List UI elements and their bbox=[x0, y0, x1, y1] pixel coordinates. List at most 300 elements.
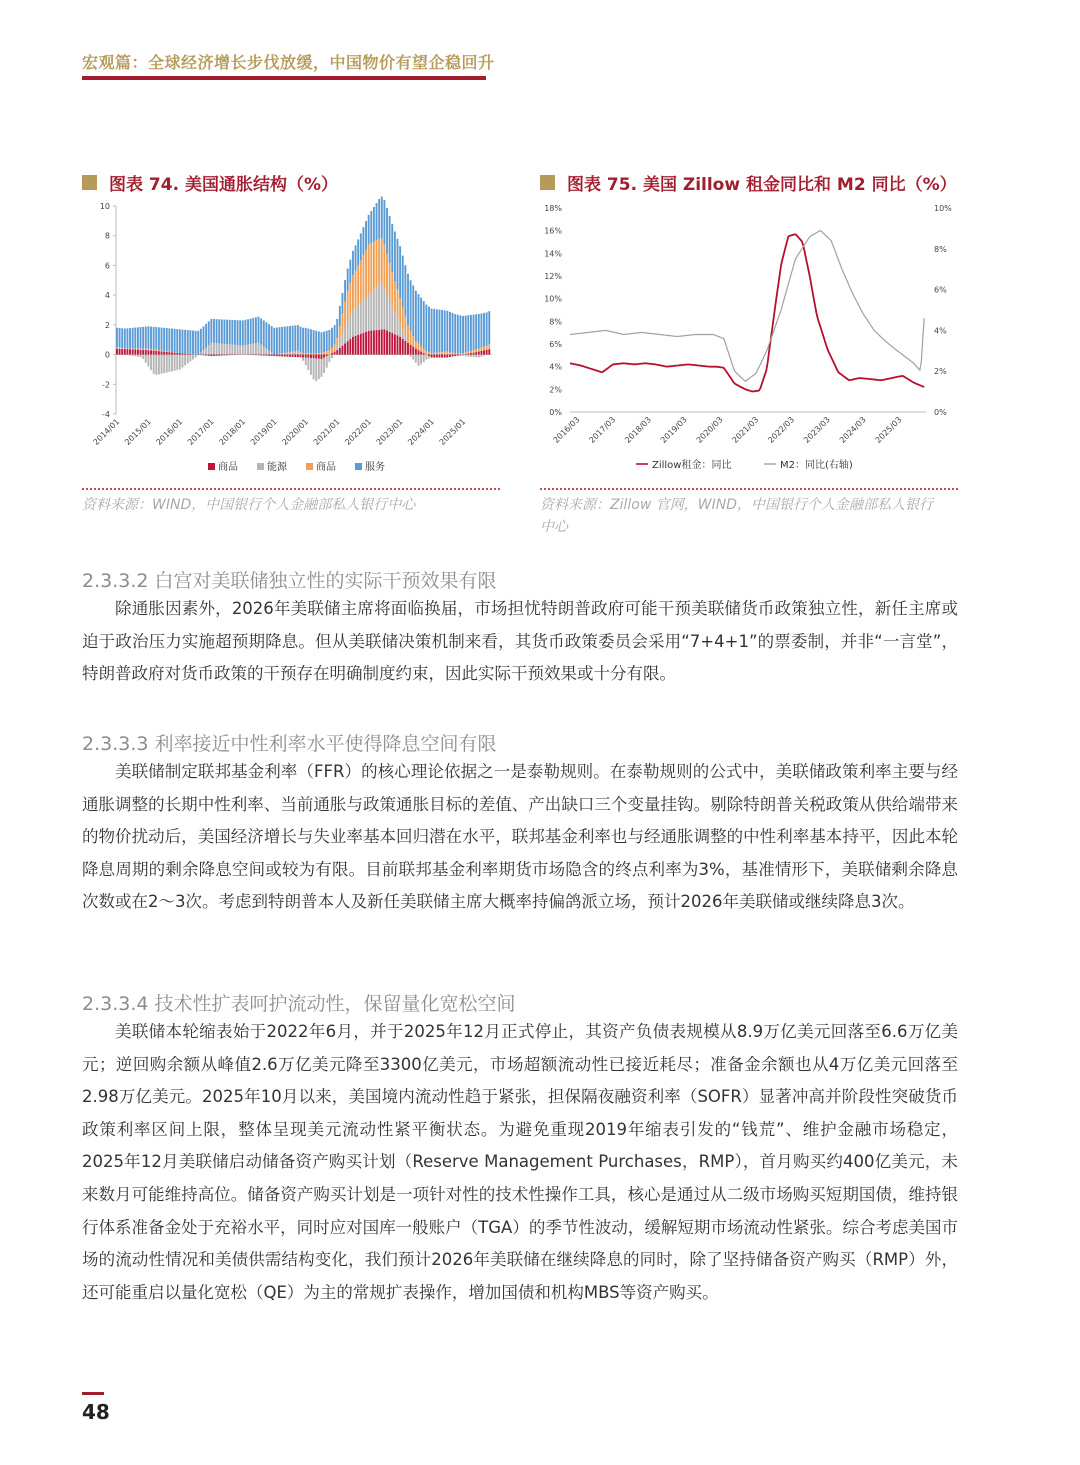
bar-segment-0 bbox=[326, 355, 328, 356]
bar-segment-3 bbox=[323, 332, 325, 353]
bar-segment-0 bbox=[307, 355, 309, 358]
bar-segment-3 bbox=[446, 311, 448, 352]
bar-segment-0 bbox=[323, 355, 325, 358]
bar-segment-0 bbox=[119, 349, 121, 355]
bar-segment-0 bbox=[352, 337, 354, 355]
bar-segment-3 bbox=[150, 327, 152, 349]
bar-segment-0 bbox=[260, 355, 262, 356]
bar-segment-3 bbox=[229, 320, 231, 345]
bar-segment-3 bbox=[355, 245, 357, 270]
y-left-tick-label: 2% bbox=[549, 385, 562, 395]
bar-segment-3 bbox=[273, 328, 275, 355]
bar-segment-1 bbox=[166, 355, 168, 373]
bar-segment-3 bbox=[457, 315, 459, 353]
section-heading: 2.3.3.3 利率接近中性利率水平使得降息空间有限 bbox=[82, 733, 497, 755]
y-right-tick-label: 0% bbox=[934, 408, 947, 417]
section-body: 除通胀因素外，2026年美联储主席将面临换届，市场担忧特朗普政府可能干预美联储货币政策独立性，新任主席或迫于政治压力实施超预期降息。但从美联储决策机制来看，其货币政策委员会采用“7+4+1”的票委制，并非“一言堂”，特朗普政府对货币政策的干预存在明确制度约束，因此实际干预效果或十分有限。 bbox=[82, 599, 958, 684]
bar-segment-1 bbox=[213, 343, 215, 355]
bar-segment-0 bbox=[318, 355, 320, 359]
bar-segment-1 bbox=[195, 355, 197, 358]
bar-segment-2 bbox=[161, 350, 163, 351]
bar-segment-3 bbox=[224, 320, 226, 344]
bar-segment-1 bbox=[132, 355, 134, 356]
bar-segment-3 bbox=[192, 331, 194, 355]
bar-segment-2 bbox=[420, 346, 422, 351]
bar-segment-0 bbox=[184, 354, 186, 355]
bar-segment-2 bbox=[402, 307, 404, 329]
bar-segment-1 bbox=[116, 347, 118, 348]
y-right-tick-label: 8% bbox=[934, 244, 947, 254]
figure75-source-line1: 资料来源：Zillow 官网，WIND，中国银行个人金融部私人银行 bbox=[540, 497, 933, 513]
bar-segment-2 bbox=[389, 263, 391, 300]
x-tick-label: 2019/03 bbox=[658, 415, 689, 445]
bar-segment-1 bbox=[286, 353, 288, 355]
bar-segment-1 bbox=[415, 355, 417, 363]
bar-segment-3 bbox=[234, 320, 236, 345]
bar-segment-0 bbox=[410, 345, 412, 355]
bar-segment-2 bbox=[370, 243, 372, 292]
bar-segment-3 bbox=[145, 327, 147, 349]
legend-swatch bbox=[355, 463, 362, 470]
bar-segment-0 bbox=[300, 355, 302, 358]
bar-segment-3 bbox=[407, 274, 409, 325]
bar-segment-0 bbox=[373, 330, 375, 354]
bar-segment-1 bbox=[192, 355, 194, 360]
bar-segment-1 bbox=[465, 355, 467, 357]
bar-segment-2 bbox=[441, 352, 443, 353]
bar-segment-2 bbox=[431, 353, 433, 354]
x-tick-label: 2021/01 bbox=[311, 417, 342, 447]
bar-segment-0 bbox=[126, 349, 128, 354]
bar-segment-0 bbox=[357, 335, 359, 355]
bar-segment-1 bbox=[473, 355, 475, 357]
bar-segment-2 bbox=[347, 291, 349, 322]
bar-segment-1 bbox=[439, 354, 441, 355]
bar-segment-3 bbox=[302, 328, 304, 353]
bar-segment-2 bbox=[480, 348, 482, 351]
bar-segment-2 bbox=[404, 317, 406, 336]
bar-segment-3 bbox=[129, 328, 131, 349]
bar-segment-0 bbox=[132, 349, 134, 354]
bar-segment-1 bbox=[258, 343, 260, 355]
bar-segment-1 bbox=[355, 308, 357, 336]
bar-segment-1 bbox=[203, 350, 205, 354]
bar-segment-2 bbox=[418, 344, 420, 350]
bar-segment-3 bbox=[357, 239, 359, 265]
bar-segment-3 bbox=[418, 294, 420, 344]
bar-segment-0 bbox=[365, 332, 367, 355]
bar-segment-3 bbox=[339, 306, 341, 326]
bar-segment-0 bbox=[368, 331, 370, 355]
bar-segment-3 bbox=[410, 280, 412, 331]
bar-segment-3 bbox=[478, 314, 480, 349]
bar-segment-0 bbox=[441, 355, 443, 358]
bar-segment-3 bbox=[195, 331, 197, 355]
bar-segment-1 bbox=[410, 355, 412, 357]
bar-segment-1 bbox=[142, 355, 144, 359]
bar-segment-1 bbox=[140, 355, 142, 358]
bar-segment-3 bbox=[239, 320, 241, 345]
x-tick-label: 2023/01 bbox=[374, 417, 405, 447]
bar-segment-0 bbox=[399, 337, 401, 355]
page-number: 48 bbox=[82, 1400, 110, 1424]
bar-segment-0 bbox=[273, 355, 275, 356]
bar-segment-1 bbox=[341, 334, 343, 346]
bar-segment-2 bbox=[297, 351, 299, 352]
bar-segment-0 bbox=[168, 352, 170, 354]
bar-segment-2 bbox=[368, 245, 370, 296]
y-left-tick-label: 14% bbox=[544, 249, 562, 259]
bar-segment-3 bbox=[318, 332, 320, 354]
y-left-tick-label: 12% bbox=[544, 272, 562, 281]
bar-segment-3 bbox=[216, 319, 218, 343]
bar-segment-3 bbox=[242, 320, 244, 345]
bar-segment-0 bbox=[483, 350, 485, 354]
bar-segment-1 bbox=[168, 355, 170, 372]
bar-segment-3 bbox=[200, 329, 202, 353]
bar-segment-1 bbox=[218, 343, 220, 354]
bar-segment-3 bbox=[315, 331, 317, 353]
bar-segment-2 bbox=[454, 353, 456, 354]
bar-segment-3 bbox=[488, 311, 490, 344]
legend-swatch bbox=[208, 463, 215, 470]
x-tick-label: 2022/03 bbox=[766, 415, 797, 445]
bar-segment-2 bbox=[378, 239, 380, 285]
bar-segment-3 bbox=[444, 310, 446, 351]
bar-segment-0 bbox=[431, 355, 433, 358]
bar-segment-1 bbox=[210, 343, 212, 355]
bar-segment-1 bbox=[397, 318, 399, 336]
bar-segment-1 bbox=[383, 288, 385, 330]
bar-segment-3 bbox=[255, 317, 257, 343]
bar-segment-1 bbox=[216, 343, 218, 354]
bar-segment-0 bbox=[412, 347, 414, 355]
bar-segment-2 bbox=[360, 260, 362, 302]
bar-segment-2 bbox=[158, 350, 160, 351]
bar-segment-1 bbox=[158, 355, 160, 375]
y-tick-label: 0 bbox=[104, 350, 110, 360]
bar-segment-0 bbox=[341, 346, 343, 355]
bar-segment-2 bbox=[365, 250, 367, 298]
bar-segment-2 bbox=[399, 298, 401, 323]
bar-segment-2 bbox=[381, 239, 383, 283]
bar-segment-2 bbox=[383, 245, 385, 288]
bar-segment-2 bbox=[313, 353, 315, 354]
bar-segment-1 bbox=[119, 348, 121, 349]
bar-segment-1 bbox=[263, 347, 265, 355]
bar-segment-2 bbox=[344, 302, 346, 328]
bar-segment-2 bbox=[315, 353, 317, 354]
bar-segment-1 bbox=[404, 336, 406, 341]
y-tick-label: 6 bbox=[104, 261, 110, 271]
y-left-tick-label: 10% bbox=[544, 294, 562, 304]
bar-segment-1 bbox=[150, 355, 152, 371]
bar-segment-0 bbox=[480, 351, 482, 355]
bar-segment-0 bbox=[404, 341, 406, 355]
bar-segment-3 bbox=[116, 328, 118, 347]
y-left-tick-label: 4% bbox=[549, 362, 562, 372]
bar-segment-3 bbox=[368, 215, 370, 245]
bar-segment-3 bbox=[179, 329, 181, 353]
bar-segment-1 bbox=[184, 355, 186, 366]
bar-segment-1 bbox=[137, 355, 139, 357]
bar-segment-2 bbox=[412, 336, 414, 346]
series-line-1 bbox=[570, 231, 924, 381]
bar-segment-3 bbox=[441, 310, 443, 352]
bar-segment-2 bbox=[473, 350, 475, 352]
bar-segment-0 bbox=[347, 341, 349, 354]
bar-segment-0 bbox=[470, 353, 472, 354]
bar-segment-1 bbox=[121, 348, 123, 349]
bar-segment-3 bbox=[344, 280, 346, 302]
bar-segment-3 bbox=[176, 329, 178, 353]
bar-segment-3 bbox=[252, 318, 254, 344]
bar-segment-0 bbox=[436, 355, 438, 358]
bar-segment-3 bbox=[166, 328, 168, 351]
bar-segment-2 bbox=[488, 344, 490, 348]
bar-segment-2 bbox=[134, 349, 136, 350]
bar-segment-3 bbox=[244, 320, 246, 345]
figure75-title bbox=[540, 170, 957, 195]
bar-segment-3 bbox=[378, 199, 380, 239]
bar-segment-1 bbox=[420, 355, 422, 365]
bar-segment-3 bbox=[292, 326, 294, 352]
bar-segment-2 bbox=[486, 346, 488, 350]
bar-segment-3 bbox=[389, 216, 391, 263]
bar-segment-2 bbox=[467, 352, 469, 354]
bar-segment-3 bbox=[326, 331, 328, 351]
bar-segment-1 bbox=[391, 306, 393, 333]
bar-segment-2 bbox=[140, 349, 142, 350]
bar-segment-2 bbox=[341, 314, 343, 334]
bar-segment-0 bbox=[263, 355, 265, 356]
bar-segment-1 bbox=[389, 300, 391, 332]
y-tick-label: 4 bbox=[104, 291, 110, 301]
legend-swatch bbox=[306, 463, 313, 470]
y-tick-label: 10 bbox=[99, 202, 110, 211]
bar-segment-0 bbox=[268, 355, 270, 356]
bar-segment-0 bbox=[389, 332, 391, 355]
bar-segment-1 bbox=[237, 345, 239, 354]
bar-segment-0 bbox=[182, 353, 184, 354]
bar-segment-1 bbox=[205, 348, 207, 355]
bar-segment-3 bbox=[399, 246, 401, 298]
bar-segment-3 bbox=[362, 227, 364, 255]
header-rule bbox=[82, 76, 486, 80]
bar-segment-0 bbox=[208, 355, 210, 356]
bar-segment-0 bbox=[457, 355, 459, 356]
bar-segment-1 bbox=[475, 355, 477, 358]
bar-segment-2 bbox=[386, 254, 388, 294]
bar-segment-0 bbox=[478, 352, 480, 355]
bar-segment-0 bbox=[145, 350, 147, 355]
bar-segment-3 bbox=[439, 310, 441, 353]
page-number-bar bbox=[82, 1392, 104, 1395]
bar-segment-0 bbox=[418, 350, 420, 354]
bar-segment-1 bbox=[470, 355, 472, 357]
x-tick-label: 2024/03 bbox=[837, 415, 868, 445]
bar-segment-1 bbox=[352, 310, 354, 337]
bar-segment-1 bbox=[268, 351, 270, 355]
bar-segment-3 bbox=[126, 328, 128, 348]
bar-segment-1 bbox=[425, 355, 427, 360]
bar-segment-1 bbox=[467, 355, 469, 357]
bar-segment-3 bbox=[420, 298, 422, 347]
bar-segment-3 bbox=[470, 315, 472, 351]
bar-segment-3 bbox=[231, 320, 233, 345]
y-left-tick-label: 16% bbox=[544, 226, 562, 236]
bar-segment-1 bbox=[360, 303, 362, 334]
bar-segment-3 bbox=[402, 256, 404, 308]
bar-segment-3 bbox=[132, 328, 134, 349]
bar-segment-1 bbox=[155, 355, 157, 375]
bar-segment-1 bbox=[260, 345, 262, 355]
bar-segment-0 bbox=[203, 355, 205, 356]
bar-segment-0 bbox=[391, 333, 393, 355]
bar-segment-3 bbox=[352, 251, 354, 276]
bar-segment-0 bbox=[218, 355, 220, 356]
bar-segment-0 bbox=[397, 336, 399, 355]
bar-segment-0 bbox=[473, 353, 475, 355]
bar-segment-3 bbox=[483, 313, 485, 347]
bar-segment-3 bbox=[171, 329, 173, 352]
bar-segment-1 bbox=[313, 358, 315, 379]
x-tick-label: 2019/01 bbox=[248, 417, 279, 447]
y-right-tick-label: 10% bbox=[934, 204, 952, 213]
bar-segment-3 bbox=[158, 327, 160, 350]
bar-segment-0 bbox=[428, 355, 430, 356]
bar-segment-0 bbox=[158, 351, 160, 354]
bar-segment-1 bbox=[370, 292, 372, 330]
bar-segment-3 bbox=[147, 326, 149, 348]
bar-segment-3 bbox=[381, 197, 383, 239]
bar-segment-0 bbox=[313, 355, 315, 359]
bar-segment-0 bbox=[420, 352, 422, 355]
bar-segment-2 bbox=[362, 255, 364, 300]
bar-segment-0 bbox=[334, 352, 336, 355]
x-tick-label: 2020/01 bbox=[280, 417, 311, 447]
bar-segment-3 bbox=[140, 327, 142, 349]
bar-segment-1 bbox=[349, 316, 351, 339]
bar-segment-0 bbox=[187, 354, 189, 355]
bar-segment-1 bbox=[423, 355, 425, 362]
bar-segment-1 bbox=[444, 353, 446, 354]
bar-segment-1 bbox=[179, 355, 181, 370]
bar-segment-3 bbox=[124, 328, 126, 348]
bar-segment-3 bbox=[250, 319, 252, 345]
bar-segment-3 bbox=[155, 327, 157, 350]
y-tick-label: 2 bbox=[104, 320, 110, 330]
bar-segment-1 bbox=[279, 354, 281, 355]
bar-segment-3 bbox=[449, 312, 451, 352]
bar-segment-0 bbox=[305, 355, 307, 358]
bar-segment-2 bbox=[339, 326, 341, 340]
bar-segment-0 bbox=[179, 353, 181, 354]
bar-segment-3 bbox=[428, 307, 430, 353]
bar-segment-1 bbox=[336, 346, 338, 350]
bar-segment-3 bbox=[454, 314, 456, 353]
bar-segment-2 bbox=[394, 281, 396, 312]
bar-segment-0 bbox=[150, 350, 152, 354]
bar-segment-3 bbox=[184, 330, 186, 354]
bar-segment-0 bbox=[344, 343, 346, 354]
bar-segment-3 bbox=[197, 331, 199, 355]
bar-segment-1 bbox=[315, 359, 317, 382]
bar-segment-0 bbox=[137, 350, 139, 355]
bar-segment-1 bbox=[399, 323, 401, 336]
x-tick-label: 2022/01 bbox=[343, 417, 374, 447]
bar-segment-3 bbox=[480, 313, 482, 347]
bar-segment-1 bbox=[378, 284, 380, 330]
bar-segment-0 bbox=[360, 334, 362, 355]
x-tick-label: 2025/03 bbox=[873, 415, 904, 445]
bar-segment-2 bbox=[449, 352, 451, 353]
bar-segment-3 bbox=[391, 224, 393, 272]
bar-segment-2 bbox=[459, 353, 461, 354]
bar-segment-3 bbox=[168, 328, 170, 351]
bar-segment-2 bbox=[307, 353, 309, 354]
bar-segment-2 bbox=[446, 352, 448, 353]
bar-segment-1 bbox=[281, 354, 283, 355]
bar-segment-3 bbox=[431, 309, 433, 354]
bar-segment-0 bbox=[284, 355, 286, 357]
bar-segment-3 bbox=[423, 301, 425, 349]
bar-segment-3 bbox=[341, 293, 343, 314]
bar-segment-3 bbox=[203, 326, 205, 350]
bar-segment-0 bbox=[292, 355, 294, 357]
x-tick-label: 2017/03 bbox=[587, 415, 618, 445]
bar-segment-1 bbox=[462, 355, 464, 356]
bar-segment-3 bbox=[336, 319, 338, 338]
bar-segment-1 bbox=[446, 353, 448, 354]
bar-segment-3 bbox=[218, 319, 220, 343]
figure75-divider bbox=[540, 488, 958, 490]
bar-segment-3 bbox=[174, 329, 176, 353]
bar-segment-0 bbox=[176, 353, 178, 355]
bar-segment-2 bbox=[289, 352, 291, 353]
bar-segment-0 bbox=[229, 355, 231, 356]
bar-segment-1 bbox=[376, 287, 378, 330]
bar-segment-1 bbox=[174, 355, 176, 371]
bar-segment-0 bbox=[121, 349, 123, 355]
bar-segment-3 bbox=[347, 269, 349, 292]
y-left-tick-label: 8% bbox=[549, 317, 562, 327]
bar-segment-0 bbox=[163, 352, 165, 355]
bar-segment-3 bbox=[473, 315, 475, 350]
section-heading: 2.3.3.2 白宫对美联储独立性的实际干预效果有限 bbox=[82, 570, 497, 592]
bar-segment-2 bbox=[465, 352, 467, 354]
legend-label: 商品 bbox=[316, 462, 336, 473]
bar-segment-1 bbox=[307, 358, 309, 370]
bar-segment-0 bbox=[258, 355, 260, 356]
bar-segment-1 bbox=[255, 343, 257, 354]
bar-segment-3 bbox=[321, 332, 323, 353]
bar-segment-2 bbox=[373, 242, 375, 290]
bar-segment-0 bbox=[281, 355, 283, 357]
legend-label: 服务 bbox=[365, 462, 385, 473]
figure74-title-text: 图表 74. 美国通胀结构（%） bbox=[109, 175, 338, 195]
bar-segment-3 bbox=[373, 207, 375, 242]
bar-segment-1 bbox=[265, 349, 267, 355]
bar-segment-2 bbox=[323, 352, 325, 354]
bar-segment-0 bbox=[140, 350, 142, 355]
bar-segment-3 bbox=[383, 200, 385, 245]
bar-segment-0 bbox=[339, 348, 341, 355]
bar-segment-2 bbox=[357, 266, 359, 305]
bar-segment-0 bbox=[415, 349, 417, 355]
bar-segment-0 bbox=[446, 355, 448, 358]
bar-segment-1 bbox=[428, 356, 430, 358]
